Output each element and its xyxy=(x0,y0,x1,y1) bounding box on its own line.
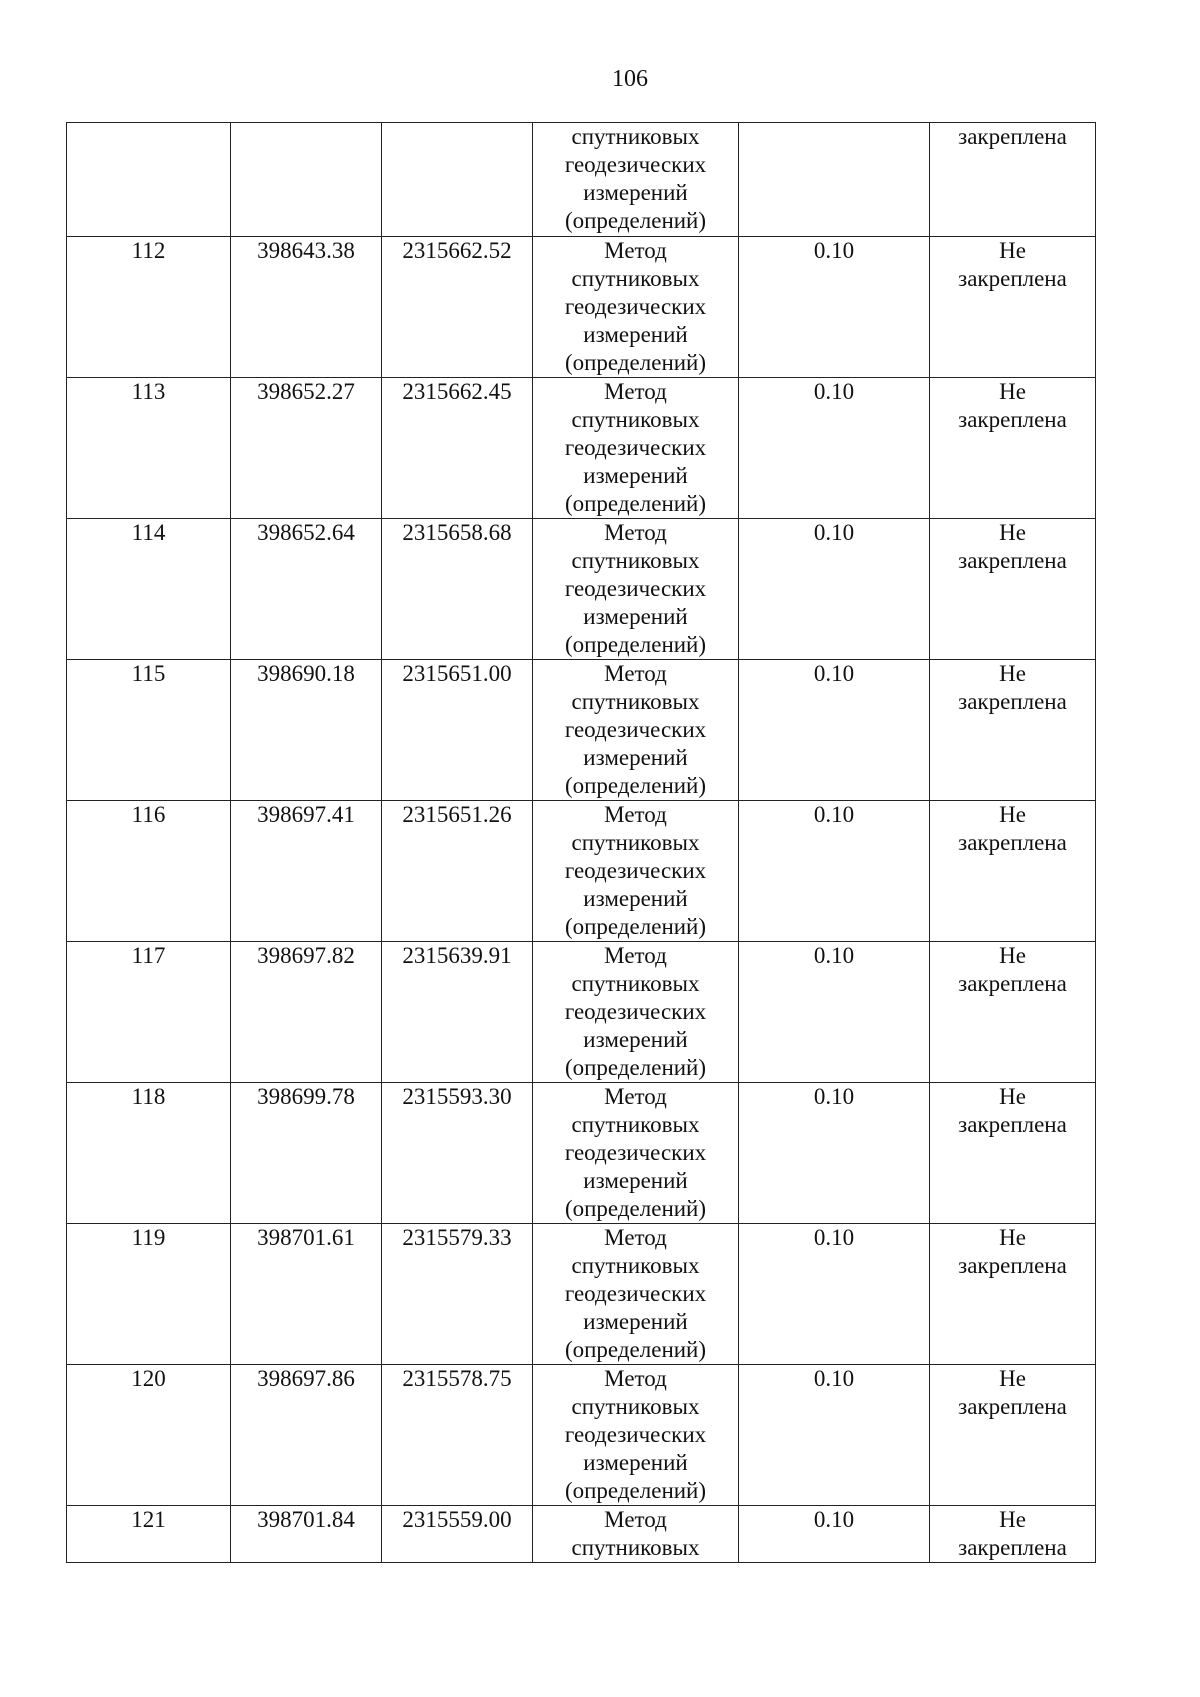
cell-point-number xyxy=(67,519,231,660)
cell-point-number-text: 118 xyxy=(131,1084,166,1109)
cell-accuracy-text: 0.10 xyxy=(813,661,855,686)
cell-x-coordinate-text: 398697.86 xyxy=(257,1366,355,1391)
table-row xyxy=(67,123,1096,237)
cell-method-text: Метод спутниковых геодезических измерений (определений) xyxy=(564,661,707,798)
cell-x-coordinate-text: 398690.18 xyxy=(257,661,355,686)
cell-y-coordinate-text: 2315651.26 xyxy=(402,802,512,827)
cell-point-number-text: 114 xyxy=(131,520,166,545)
cell-y-coordinate-text: 2315579.33 xyxy=(402,1225,512,1250)
cell-accuracy-text: 0.10 xyxy=(813,802,855,827)
cell-point-number-text: 117 xyxy=(131,943,166,968)
cell-accuracy-text: 0.10 xyxy=(813,1366,855,1391)
cell-accuracy-text: 0.10 xyxy=(813,1084,855,1109)
cell-accuracy xyxy=(739,801,930,942)
table-row xyxy=(67,1506,1096,1563)
cell-y-coordinate xyxy=(382,1365,533,1506)
cell-method xyxy=(533,801,739,942)
cell-y-coordinate xyxy=(382,519,533,660)
cell-x-coordinate-text: 398701.84 xyxy=(257,1507,355,1532)
cell-method-text: Метод спутниковых xyxy=(571,1507,700,1560)
cell-point-number-text: 113 xyxy=(131,379,166,404)
cell-accuracy-text: 0.10 xyxy=(813,1225,855,1250)
cell-method-text: Метод спутниковых геодезических измерений (определений) xyxy=(564,1084,707,1221)
cell-accuracy-text: 0.10 xyxy=(813,520,855,545)
cell-method xyxy=(533,1083,739,1224)
cell-point-number xyxy=(67,1083,231,1224)
cell-point-number xyxy=(67,801,231,942)
cell-y-coordinate-text: 2315559.00 xyxy=(402,1507,512,1532)
cell-x-coordinate xyxy=(231,1224,382,1365)
cell-method-text: Метод спутниковых геодезических измерений (определений) xyxy=(564,943,707,1080)
cell-fixation-text: Не закреплена xyxy=(958,943,1067,996)
cell-x-coordinate xyxy=(231,801,382,942)
cell-point-number xyxy=(67,1365,231,1506)
cell-x-coordinate-text: 398697.41 xyxy=(257,802,355,827)
cell-fixation xyxy=(930,123,1096,237)
cell-accuracy xyxy=(739,237,930,378)
cell-y-coordinate xyxy=(382,123,533,237)
cell-y-coordinate-text: 2315639.91 xyxy=(402,943,512,968)
cell-method xyxy=(533,942,739,1083)
cell-fixation-text: Не закреплена xyxy=(958,661,1067,714)
cell-fixation xyxy=(930,1506,1096,1563)
cell-method xyxy=(533,1224,739,1365)
cell-fixation-text: Не закреплена xyxy=(958,802,1067,855)
cell-x-coordinate xyxy=(231,1083,382,1224)
cell-x-coordinate xyxy=(231,1365,382,1506)
cell-point-number xyxy=(67,123,231,237)
cell-accuracy xyxy=(739,1365,930,1506)
cell-y-coordinate-text: 2315662.45 xyxy=(402,379,512,404)
cell-accuracy-text: 0.10 xyxy=(813,379,855,404)
cell-x-coordinate-text: 398652.64 xyxy=(257,520,355,545)
cell-accuracy xyxy=(739,1224,930,1365)
cell-accuracy xyxy=(739,123,930,237)
cell-accuracy-text: 0.10 xyxy=(813,1507,855,1532)
cell-method-text: Метод спутниковых геодезических измерений (определений) xyxy=(564,1366,707,1503)
cell-fixation-text: Не закреплена xyxy=(958,1507,1067,1560)
cell-y-coordinate xyxy=(382,1506,533,1563)
cell-x-coordinate-text: 398652.27 xyxy=(257,379,355,404)
table-row xyxy=(67,1224,1096,1365)
cell-method-text: Метод спутниковых геодезических измерений (определений) xyxy=(564,1225,707,1362)
cell-method xyxy=(533,519,739,660)
table-row xyxy=(67,237,1096,378)
cell-fixation-text: Не закреплена xyxy=(958,379,1067,432)
cell-fixation xyxy=(930,1224,1096,1365)
cell-fixation-text: Не закреплена xyxy=(958,1225,1067,1278)
cell-method-text: Метод спутниковых геодезических измерений (определений) xyxy=(564,238,707,375)
cell-method-text: Метод спутниковых геодезических измерений (определений) xyxy=(564,379,707,516)
cell-x-coordinate xyxy=(231,660,382,801)
cell-fixation xyxy=(930,1365,1096,1506)
cell-y-coordinate xyxy=(382,1083,533,1224)
cell-accuracy xyxy=(739,378,930,519)
cell-fixation xyxy=(930,801,1096,942)
cell-y-coordinate xyxy=(382,660,533,801)
cell-fixation-text: Не закреплена xyxy=(958,1366,1067,1419)
cell-fixation xyxy=(930,1083,1096,1224)
page-number: 106 xyxy=(612,66,648,92)
cell-x-coordinate-text: 398699.78 xyxy=(257,1084,355,1109)
cell-point-number xyxy=(67,1506,231,1563)
cell-fixation-text: закреплена xyxy=(958,124,1067,149)
table-body xyxy=(67,123,1096,1563)
cell-method-text: Метод спутниковых геодезических измерений (определений) xyxy=(564,520,707,657)
cell-fixation-text: Не закреплена xyxy=(958,1084,1067,1137)
cell-fixation xyxy=(930,519,1096,660)
cell-x-coordinate xyxy=(231,237,382,378)
cell-method xyxy=(533,1365,739,1506)
cell-accuracy-text: 0.10 xyxy=(813,943,855,968)
cell-x-coordinate-text: 398697.82 xyxy=(257,943,355,968)
cell-fixation xyxy=(930,942,1096,1083)
cell-y-coordinate xyxy=(382,801,533,942)
table-row xyxy=(67,942,1096,1083)
cell-accuracy xyxy=(739,519,930,660)
coordinates-table xyxy=(66,122,1096,1563)
table-row xyxy=(67,519,1096,660)
cell-point-number xyxy=(67,378,231,519)
cell-x-coordinate xyxy=(231,519,382,660)
cell-point-number-text: 120 xyxy=(131,1366,166,1391)
cell-method xyxy=(533,1506,739,1563)
cell-y-coordinate-text: 2315651.00 xyxy=(402,661,512,686)
cell-fixation xyxy=(930,660,1096,801)
table-row xyxy=(67,378,1096,519)
cell-accuracy xyxy=(739,1506,930,1563)
cell-point-number xyxy=(67,942,231,1083)
cell-point-number xyxy=(67,1224,231,1365)
cell-point-number xyxy=(67,660,231,801)
cell-point-number-text: 115 xyxy=(131,661,166,686)
cell-fixation-text: Не закреплена xyxy=(958,520,1067,573)
cell-point-number xyxy=(67,237,231,378)
cell-method xyxy=(533,237,739,378)
cell-method xyxy=(533,123,739,237)
cell-y-coordinate xyxy=(382,378,533,519)
cell-y-coordinate xyxy=(382,942,533,1083)
cell-point-number-text: 119 xyxy=(131,1225,166,1250)
cell-method-text: спутниковых геодезических измерений (определений) xyxy=(564,124,707,233)
cell-accuracy xyxy=(739,942,930,1083)
cell-x-coordinate xyxy=(231,1506,382,1563)
cell-y-coordinate xyxy=(382,1224,533,1365)
cell-fixation xyxy=(930,378,1096,519)
cell-x-coordinate-text: 398701.61 xyxy=(257,1225,355,1250)
cell-method-text: Метод спутниковых геодезических измерений (определений) xyxy=(564,802,707,939)
cell-y-coordinate xyxy=(382,237,533,378)
cell-point-number-text: 121 xyxy=(131,1507,166,1532)
cell-point-number-text: 112 xyxy=(131,238,166,263)
cell-fixation-text: Не закреплена xyxy=(958,238,1067,291)
table-row xyxy=(67,1083,1096,1224)
cell-accuracy xyxy=(739,1083,930,1224)
table-row xyxy=(67,1365,1096,1506)
cell-y-coordinate-text: 2315662.52 xyxy=(402,238,512,263)
cell-x-coordinate xyxy=(231,942,382,1083)
cell-accuracy-text: 0.10 xyxy=(813,238,855,263)
cell-x-coordinate-text: 398643.38 xyxy=(257,238,355,263)
cell-method xyxy=(533,660,739,801)
cell-point-number-text: 116 xyxy=(131,802,166,827)
cell-method xyxy=(533,378,739,519)
cell-y-coordinate-text: 2315578.75 xyxy=(402,1366,512,1391)
table-row xyxy=(67,660,1096,801)
cell-accuracy xyxy=(739,660,930,801)
cell-y-coordinate-text: 2315658.68 xyxy=(402,520,512,545)
cell-x-coordinate xyxy=(231,378,382,519)
cell-fixation xyxy=(930,237,1096,378)
cell-y-coordinate-text: 2315593.30 xyxy=(402,1084,512,1109)
cell-x-coordinate xyxy=(231,123,382,237)
table-row xyxy=(67,801,1096,942)
